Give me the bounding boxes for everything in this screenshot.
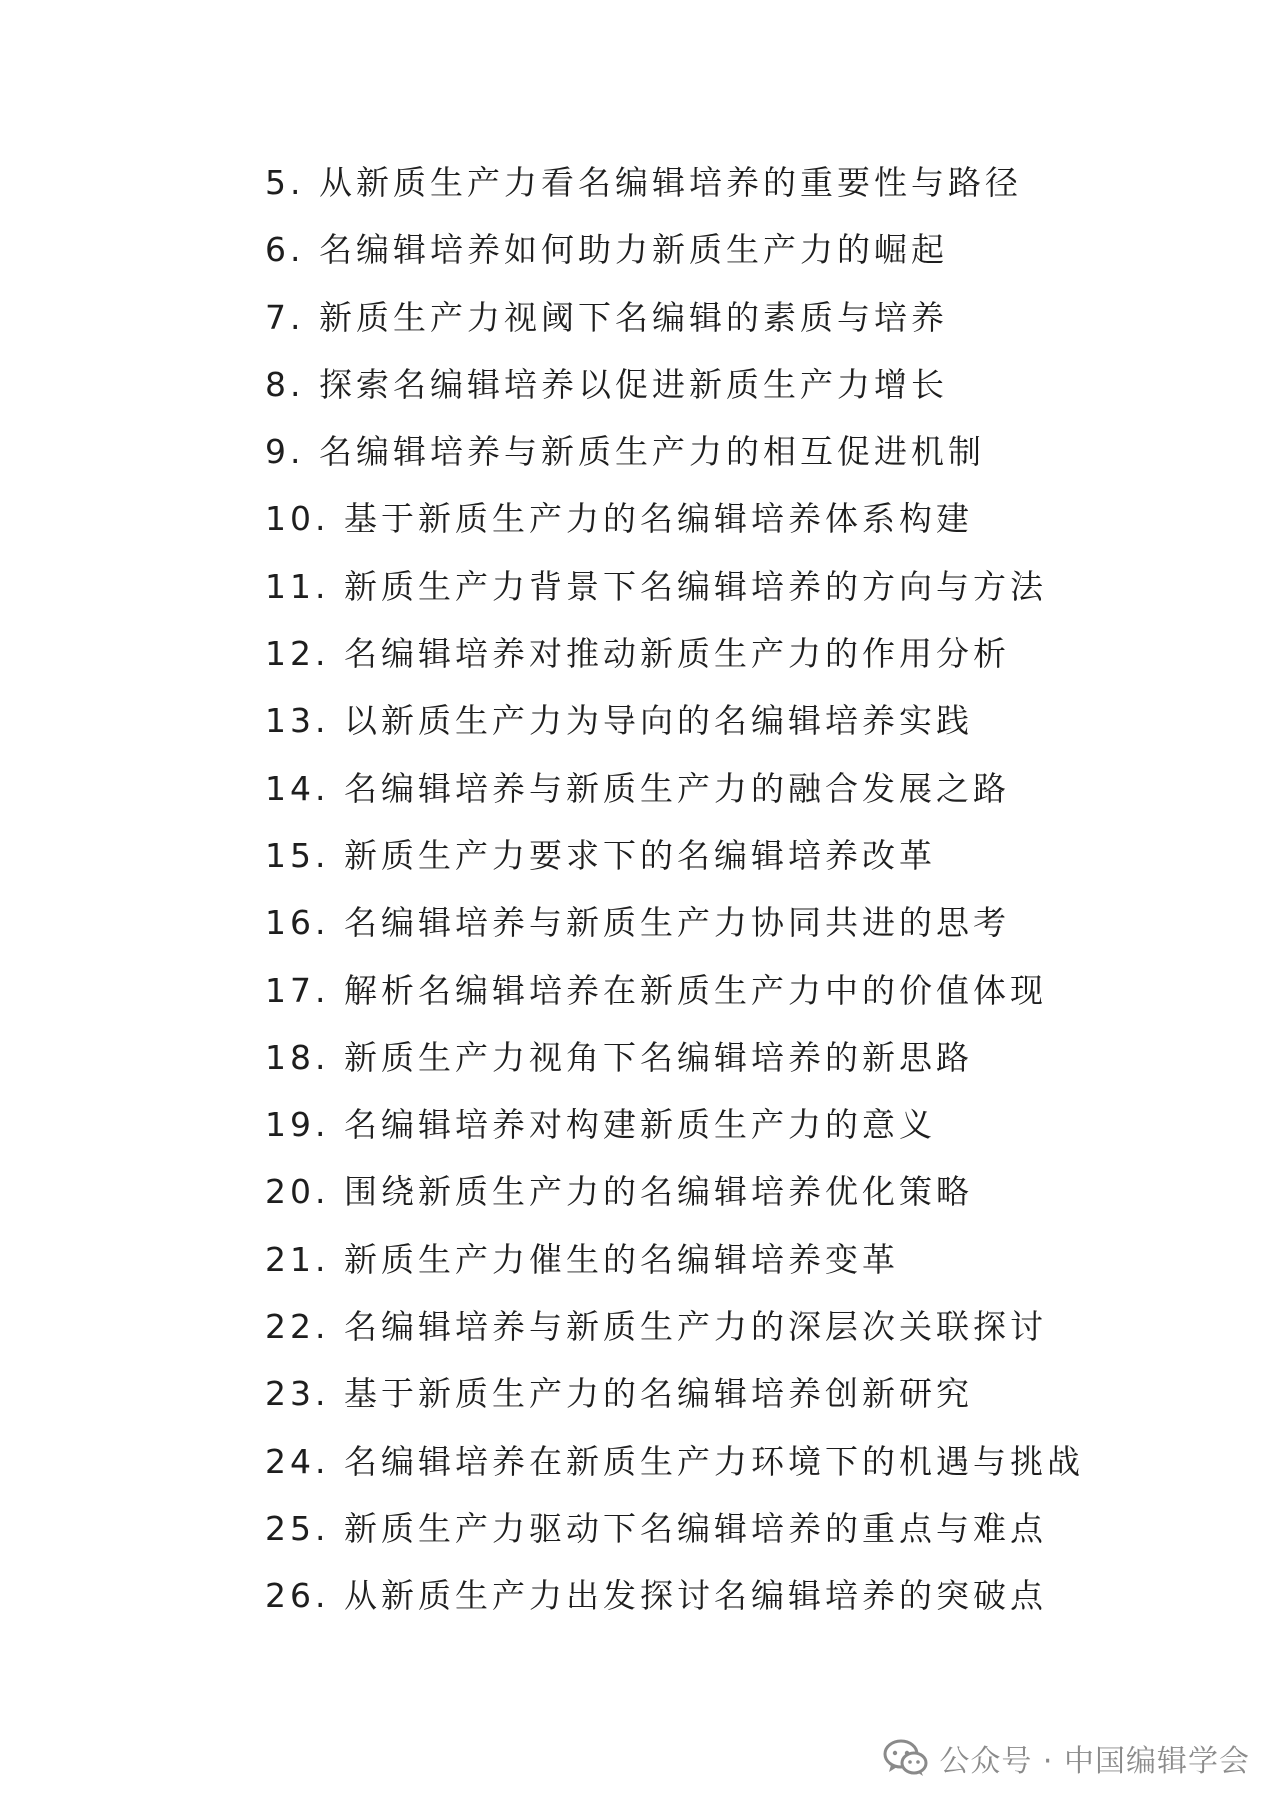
topic-item: 12. 名编辑培养对推动新质生产力的作用分析 <box>265 634 1010 674</box>
topic-item: 10. 基于新质生产力的名编辑培养体系构建 <box>265 499 973 539</box>
topic-item: 20. 围绕新质生产力的名编辑培养优化策略 <box>265 1172 973 1212</box>
topic-item: 8. 探索名编辑培养以促进新质生产力增长 <box>265 364 948 404</box>
topic-item: 18. 新质生产力视角下名编辑培养的新思路 <box>265 1037 973 1077</box>
watermark-text: 公众号 · 中国编辑学会 <box>939 1744 1250 1779</box>
wechat-watermark <box>883 1736 1250 1780</box>
wechat-icon <box>883 1738 929 1778</box>
topic-item: 24. 名编辑培养在新质生产力环境下的机遇与挑战 <box>265 1441 1084 1481</box>
topic-list <box>265 158 1084 1639</box>
topic-item: 19. 名编辑培养对构建新质生产力的意义 <box>265 1105 936 1145</box>
topic-item: 13. 以新质生产力为导向的名编辑培养实践 <box>265 701 973 741</box>
topic-item: 11. 新质生产力背景下名编辑培养的方向与方法 <box>265 566 1047 606</box>
topic-item: 21. 新质生产力催生的名编辑培养变革 <box>265 1239 899 1279</box>
topic-item: 6. 名编辑培养如何助力新质生产力的崛起 <box>265 230 948 270</box>
topic-item: 7. 新质生产力视阈下名编辑的素质与培养 <box>265 297 948 337</box>
topic-item: 25. 新质生产力驱动下名编辑培养的重点与难点 <box>265 1508 1047 1548</box>
topic-item: 17. 解析名编辑培养在新质生产力中的价值体现 <box>265 970 1047 1010</box>
topic-item: 16. 名编辑培养与新质生产力协同共进的思考 <box>265 903 1010 943</box>
topic-item: 9. 名编辑培养与新质生产力的相互促进机制 <box>265 432 985 472</box>
topic-item: 22. 名编辑培养与新质生产力的深层次关联探讨 <box>265 1307 1047 1347</box>
topic-item: 23. 基于新质生产力的名编辑培养创新研究 <box>265 1374 973 1414</box>
topic-item: 14. 名编辑培养与新质生产力的融合发展之路 <box>265 768 1010 808</box>
topic-item: 5. 从新质生产力看名编辑培养的重要性与路径 <box>265 163 1022 202</box>
topic-item: 15. 新质生产力要求下的名编辑培养改革 <box>265 835 936 875</box>
topic-item: 26. 从新质生产力出发探讨名编辑培养的突破点 <box>265 1576 1047 1616</box>
